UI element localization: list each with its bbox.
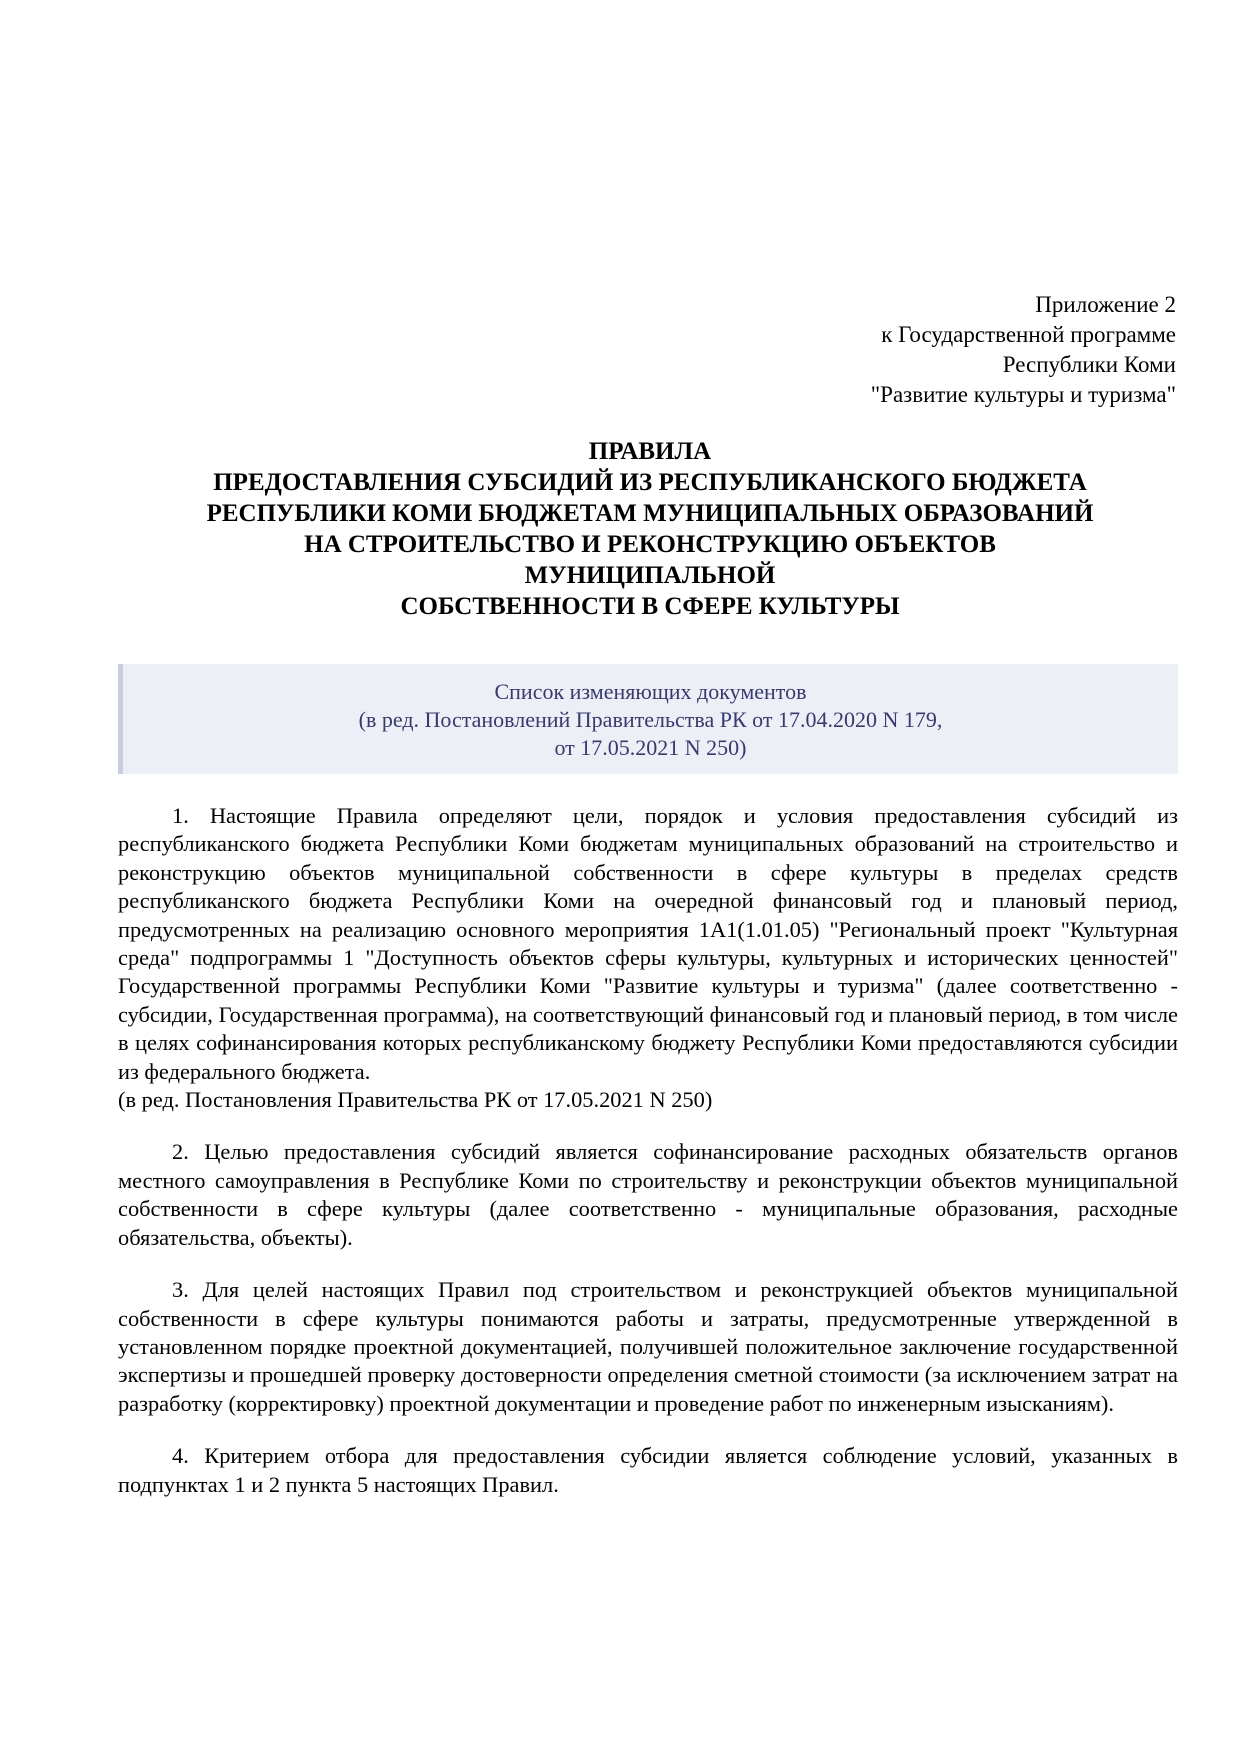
title-line-5: МУНИЦИПАЛЬНОЙ (524, 562, 776, 589)
amendments-heading: Список изменяющих документов (494, 679, 807, 704)
title-line-2: ПРЕДОСТАВЛЕНИЯ СУБСИДИЙ ИЗ РЕСПУБЛИКАНСКОГО БЮДЖЕТА (213, 469, 1087, 496)
document-body (118, 802, 1178, 1499)
title-line-4: НА СТРОИТЕЛЬСТВО И РЕКОНСТРУКЦИЮ ОБЪЕКТОВ (304, 531, 996, 558)
paragraph-3: 3. Для целей настоящих Правил под строительством и реконструкцией объектов муниципальной собственности в сфере культуры понимаются работы и затраты, предусмотренные утвержденной в установленном порядке проектной документацией, получившей положительное заключение государственной экспертизы и прошедшей проверку достоверности определения сметной стоимости (за исключением затрат на разработку (корректировку) проектной документации и проведение работ по инженерным изысканиям). (118, 1277, 1178, 1416)
appendix-line-3: Республики Коми (1002, 352, 1176, 377)
title-line-6: СОБСТВЕННОСТИ В СФЕРЕ КУЛЬТУРЫ (400, 593, 900, 620)
appendix-line-1: Приложение 2 (1035, 292, 1176, 317)
document-title (120, 436, 1180, 622)
amendments-line-1: (в ред. Постановлений Правительства РК от 17.04.2020 N 179, (358, 707, 943, 732)
paragraph-spacer (118, 1418, 1178, 1442)
title-line-3: РЕСПУБЛИКИ КОМИ БЮДЖЕТАМ МУНИЦИПАЛЬНЫХ ОБРАЗОВАНИЙ (206, 500, 1094, 527)
amendments-line-2: от 17.05.2021 N 250) (554, 735, 747, 760)
appendix-line-2: к Государственной программе (881, 322, 1176, 347)
paragraph-2: 2. Целью предоставления субсидий является софинансирование расходных обязательств органов местного самоуправления в Республике Коми по строительству и реконструкции объектов муниципальной собственности в сфере культуры (далее соответственно - муниципальные образования, расходные обязательства, объекты). (118, 1139, 1178, 1250)
paragraph-spacer (118, 1114, 1178, 1138)
paragraph-4: 4. Критерием отбора для предоставления субсидии является соблюдение условий, указанных в подпунктах 1 и 2 пункта 5 настоящих Правил. (118, 1443, 1178, 1497)
amendments-box (118, 664, 1178, 774)
paragraph-spacer (118, 1252, 1178, 1276)
appendix-line-4: "Развитие культуры и туризма" (870, 382, 1176, 407)
appendix-header (616, 290, 1176, 410)
title-line-1: ПРАВИЛА (588, 438, 712, 465)
paragraph-1-amendment-note: (в ред. Постановления Правительства РК от 17.05.2021 N 250) (118, 1087, 713, 1113)
paragraph-1: 1. Настоящие Правила определяют цели, порядок и условия предоставления субсидий из республиканского бюджета Республики Коми бюджетам муниципальных образований на строительство и реконструкцию объектов муниципальной собственности в сфере культуры в пределах средств республиканского бюджета Республики Коми на очередной финансовый год и плановый период, предусмотренных на реализацию основного мероприятия 1А1(1.01.05) "Региональный проект "Культурная среда" подпрограммы 1 "Доступность объектов сферы культуры, культурных и исторических ценностей" Государственной программы Республики Коми "Развитие культуры и туризма" (далее соответственно - субсидии, Государственная программа), на соответствующий финансовый год и плановый период, в том числе в целях софинансирования которых республиканскому бюджету Республики Коми предоставляются субсидии из федерального бюджета. (118, 803, 1178, 1084)
